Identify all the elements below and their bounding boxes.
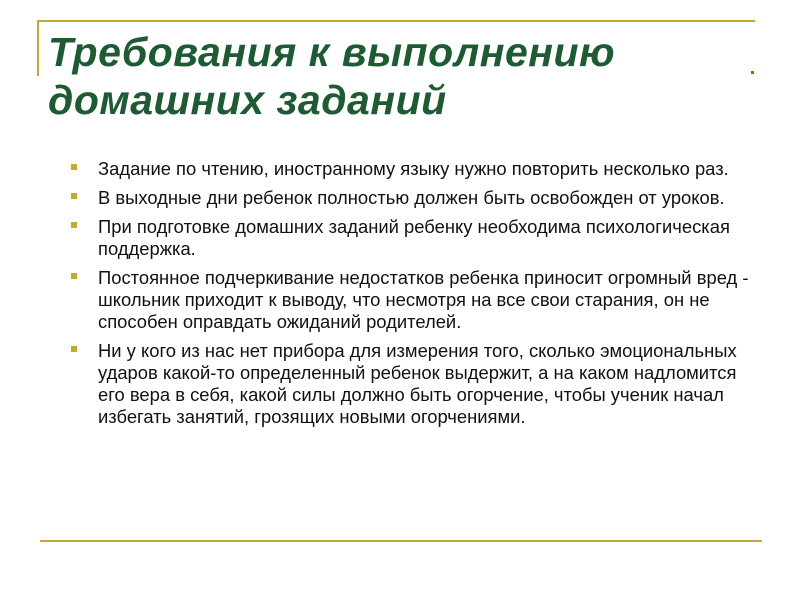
bullet-text-2: В выходные дни ребенок полностью должен быть освобожден от уроков. (98, 187, 725, 208)
top-divider-line (37, 20, 755, 22)
bottom-divider-line (40, 540, 762, 542)
bullet-text-5: Ни у кого из нас нет прибора для измерения того, сколько эмоциональных ударов какой-то определенный ребенок выдержит, а на каком надломится его вера в себя, какой силы должно быть огорчение, чтобы ученик начал избегать занятий, грозящих новыми огорчениями. (98, 340, 737, 427)
bullet-item-2 (70, 187, 760, 209)
square-bullet-icon (71, 273, 77, 279)
bullet-list (70, 158, 760, 435)
slide-title (48, 28, 748, 124)
title-line-2: домашних заданий (48, 77, 447, 123)
bullet-item-1 (70, 158, 760, 180)
square-bullet-icon (71, 222, 77, 228)
square-bullet-icon (71, 346, 77, 352)
bullet-item-3 (70, 216, 760, 260)
left-divider-line (37, 20, 39, 76)
bullet-item-4 (70, 267, 760, 333)
title-line-1: Требования к выполнению (48, 29, 616, 75)
bullet-text-4: Постоянное подчеркивание недостатков ребенка приносит огромный вред - школьник приходит к выводу, что несмотря на все свои старания, он не способен оправдать ожиданий родителей. (98, 267, 749, 332)
square-bullet-icon (71, 164, 77, 170)
square-bullet-icon (71, 193, 77, 199)
bullet-text-3: При подготовке домашних заданий ребенку необходима психологическая поддержка. (98, 216, 730, 259)
decorative-dot (751, 71, 754, 74)
bullet-text-1: Задание по чтению, иностранному языку нужно повторить несколько раз. (98, 158, 729, 179)
bullet-item-5 (70, 340, 760, 428)
